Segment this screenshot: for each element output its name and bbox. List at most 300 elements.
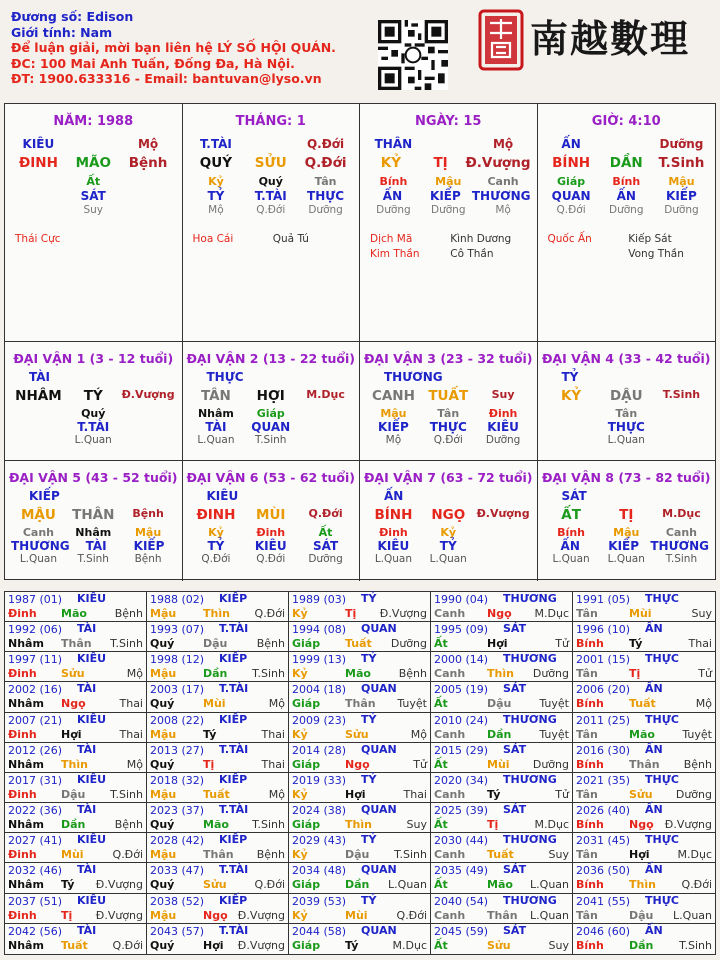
year-cell bbox=[147, 682, 289, 712]
star-row bbox=[5, 232, 182, 247]
luck-hidden-stem: Tân bbox=[437, 407, 460, 420]
year-branch: Dần bbox=[203, 667, 228, 681]
year-god: ẤN bbox=[645, 863, 663, 877]
luck-phase: T.Sinh bbox=[662, 388, 701, 401]
year-branch: Tuất bbox=[61, 938, 88, 952]
luck-period-title: ĐẠI VẬN 8 (73 - 82 tuổi) bbox=[541, 470, 711, 485]
luck-sub-phase: Mộ bbox=[385, 434, 402, 446]
year-branch: Sửu bbox=[61, 667, 85, 681]
year-label: 2020 (34) bbox=[434, 773, 489, 787]
luck-sub-phase: L.Quan bbox=[19, 553, 58, 565]
year-stem: Mậu bbox=[150, 848, 177, 862]
pillar-value: Mộ bbox=[137, 137, 159, 151]
star-name: Hoa Cái bbox=[192, 233, 234, 245]
luck-stem: ĐINH bbox=[196, 507, 236, 523]
luck-stem: KỶ bbox=[560, 388, 582, 404]
luck-god: THƯƠNG bbox=[650, 539, 710, 553]
luck-period-cell bbox=[538, 461, 716, 581]
star-row bbox=[538, 247, 716, 262]
year-god: THỰC bbox=[645, 893, 679, 907]
pillar-value: MÃO bbox=[75, 155, 111, 171]
year-label: 2017 (31) bbox=[8, 773, 63, 787]
year-god: KIÊU bbox=[77, 712, 107, 726]
pillar-row bbox=[538, 155, 716, 171]
year-cell bbox=[289, 863, 431, 893]
pillar-value: THỰC bbox=[307, 189, 345, 203]
pillar-cell bbox=[360, 104, 538, 342]
year-label: 2030 (44) bbox=[434, 834, 489, 848]
year-branch: Tuất bbox=[345, 637, 372, 651]
year-phase: Dưỡng bbox=[675, 787, 712, 801]
year-phase: Tử bbox=[555, 637, 569, 651]
year-god: THƯƠNG bbox=[503, 592, 557, 605]
pillar-value: Mậu bbox=[435, 175, 462, 188]
year-god: SÁT bbox=[503, 742, 527, 756]
year-branch: Mão bbox=[203, 818, 229, 832]
year-cell bbox=[289, 652, 431, 682]
luck-row bbox=[5, 407, 182, 420]
pillar-value: Quý bbox=[258, 175, 283, 188]
year-branch: Dần bbox=[61, 818, 86, 832]
year-label: 2043 (57) bbox=[150, 924, 205, 938]
year-stem: Quý bbox=[150, 818, 175, 832]
year-label: 2027 (41) bbox=[8, 834, 63, 848]
year-phase: Đ.Vượng bbox=[237, 908, 285, 922]
year-phase: Tử bbox=[555, 787, 569, 801]
year-stem: Bính bbox=[576, 818, 604, 832]
star-name: Kim Thần bbox=[370, 248, 420, 260]
year-phase: Thai bbox=[261, 727, 285, 741]
luck-row bbox=[538, 370, 716, 384]
pillar-value: SỬU bbox=[254, 155, 287, 171]
year-branch: Tị bbox=[487, 818, 499, 832]
pillar-value: Dưỡng bbox=[609, 204, 644, 216]
luck-row bbox=[183, 553, 360, 565]
pillar-row bbox=[360, 137, 537, 151]
pillar-value: Q.Đới bbox=[306, 137, 345, 151]
luck-hidden-stem bbox=[544, 407, 599, 420]
year-label: 2024 (38) bbox=[292, 804, 347, 818]
pillar-value: THƯƠNG bbox=[471, 189, 531, 203]
year-cell bbox=[5, 592, 147, 622]
luck-row bbox=[360, 507, 537, 523]
year-phase: Tử bbox=[698, 667, 712, 681]
year-branch: Thân bbox=[203, 848, 234, 862]
year-cell bbox=[5, 803, 147, 833]
year-phase: Q.Đới bbox=[681, 878, 712, 892]
year-god: T.TÀI bbox=[219, 923, 249, 937]
luck-god bbox=[476, 539, 531, 553]
year-god: T.TÀI bbox=[219, 863, 249, 877]
year-stem: Canh bbox=[434, 607, 466, 620]
year-cell bbox=[573, 622, 715, 652]
year-cell bbox=[5, 713, 147, 743]
luck-row bbox=[360, 526, 537, 539]
year-label: 2044 (58) bbox=[292, 924, 347, 938]
luck-god: KIÊU bbox=[487, 420, 519, 434]
year-cell bbox=[573, 863, 715, 893]
year-phase: Bệnh bbox=[114, 607, 143, 620]
year-phase: Mộ bbox=[695, 697, 712, 711]
luck-phase: Q.Đới bbox=[308, 507, 343, 520]
year-god: QUAN bbox=[361, 742, 397, 756]
year-phase: Tuyệt bbox=[539, 727, 569, 741]
year-stem: Quý bbox=[150, 938, 175, 952]
luck-sub-phase bbox=[476, 553, 531, 565]
year-phase: M.Dục bbox=[534, 818, 569, 832]
year-stem: Đinh bbox=[8, 908, 37, 922]
pillar-row bbox=[360, 189, 537, 203]
pillar-row bbox=[360, 204, 537, 216]
luck-top-god: TỶ bbox=[561, 370, 579, 384]
year-label: 1996 (10) bbox=[576, 623, 631, 637]
year-cell bbox=[147, 743, 289, 773]
year-branch: Mão bbox=[61, 607, 87, 620]
year-label: 2015 (29) bbox=[434, 743, 489, 757]
pillar-value: BÍNH bbox=[552, 155, 591, 171]
luck-god: ẤN bbox=[560, 539, 580, 553]
year-phase: Đ.Vượng bbox=[237, 938, 285, 952]
pillar-value: TỶ bbox=[207, 189, 225, 203]
luck-row bbox=[360, 489, 537, 503]
luck-row bbox=[538, 553, 716, 565]
star-row bbox=[183, 232, 360, 247]
pillar-row bbox=[5, 155, 182, 171]
luck-period-title: ĐẠI VẬN 2 (13 - 22 tuổi) bbox=[186, 351, 356, 366]
luck-phase: Suy bbox=[491, 388, 515, 401]
luck-row bbox=[5, 539, 182, 553]
luck-row bbox=[360, 539, 537, 553]
luck-top-god: ẤN bbox=[384, 489, 404, 503]
year-phase: T.Sinh bbox=[252, 818, 285, 832]
year-phase: Mộ bbox=[126, 757, 143, 771]
year-label: 2013 (27) bbox=[150, 743, 205, 757]
luck-god: KIẾP bbox=[133, 539, 165, 553]
luck-top-god: TÀI bbox=[29, 370, 51, 384]
year-god: KIẾP bbox=[219, 833, 248, 847]
year-cell bbox=[5, 622, 147, 652]
year-phase: L.Quan bbox=[388, 878, 427, 892]
year-stem: Canh bbox=[434, 787, 466, 801]
year-cell bbox=[147, 863, 289, 893]
year-stem: Giáp bbox=[292, 757, 321, 771]
year-branch: Mùi bbox=[629, 607, 652, 620]
year-branch: Mùi bbox=[61, 848, 84, 862]
year-label: 1991 (05) bbox=[576, 593, 631, 606]
year-label: 2000 (14) bbox=[434, 653, 489, 667]
contact-line: Để luận giải, mời bạn liên hệ LÝ SỐ HỘI QUÁN. bbox=[11, 40, 336, 55]
pillar-value bbox=[121, 189, 176, 203]
year-label: 1992 (06) bbox=[8, 623, 63, 637]
luck-period-title: ĐẠI VẬN 4 (33 - 42 tuổi) bbox=[541, 351, 711, 366]
luck-sub-phase: Dưỡng bbox=[308, 553, 343, 565]
pillar-value: ĐINH bbox=[18, 155, 58, 171]
luck-hidden-stem: Kỷ bbox=[208, 526, 224, 539]
pillar-value: Dưỡng bbox=[664, 204, 699, 216]
year-stem: Quý bbox=[150, 697, 175, 711]
year-label: 2042 (56) bbox=[8, 924, 63, 938]
pillar-value: Ất bbox=[86, 175, 101, 188]
phone-email-line: ĐT: 1900.633316 - Email: bantuvan@lyso.vn bbox=[11, 71, 322, 86]
luck-row bbox=[538, 388, 716, 404]
luck-phase: Đ.Vượng bbox=[476, 507, 530, 520]
year-branch: Tý bbox=[629, 637, 643, 651]
year-cell bbox=[289, 743, 431, 773]
star-name: Cô Thần bbox=[450, 248, 494, 260]
luck-row bbox=[5, 420, 182, 434]
pillar-value: DẦN bbox=[609, 155, 643, 171]
luck-sub-phase bbox=[654, 434, 709, 446]
year-god: KIÊU bbox=[77, 652, 107, 666]
year-stem: Canh bbox=[434, 908, 466, 922]
luck-row bbox=[183, 526, 360, 539]
year-cell bbox=[431, 682, 573, 712]
year-stem: Canh bbox=[434, 667, 466, 681]
luck-phase: M.Dục bbox=[662, 507, 701, 520]
year-branch: Dậu bbox=[487, 697, 512, 711]
luck-hidden-stem bbox=[476, 526, 531, 539]
luck-row bbox=[183, 507, 360, 523]
pillar-value: Tân bbox=[314, 175, 337, 188]
luck-top-god: THỰC bbox=[206, 370, 244, 384]
year-phase: Thai bbox=[119, 697, 143, 711]
pillar-value bbox=[66, 137, 121, 151]
year-god: T.TÀI bbox=[219, 622, 249, 636]
year-cell bbox=[431, 652, 573, 682]
year-label: 2038 (52) bbox=[150, 894, 205, 908]
year-stem: Giáp bbox=[292, 637, 321, 651]
year-stem: Ất bbox=[434, 757, 448, 771]
year-god: KIÊU bbox=[77, 833, 107, 847]
pillar-value: KIẾP bbox=[666, 189, 697, 203]
year-phase: Mộ bbox=[268, 697, 285, 711]
year-cell bbox=[147, 833, 289, 863]
qr-code-icon bbox=[378, 20, 448, 90]
year-label: 2037 (51) bbox=[8, 894, 63, 908]
pillar-value: Mộ bbox=[495, 204, 511, 216]
year-label: 2004 (18) bbox=[292, 683, 347, 697]
luck-row bbox=[5, 434, 182, 446]
year-branch: Ngọ bbox=[345, 757, 370, 771]
luck-hidden-stem bbox=[654, 407, 709, 420]
year-god: ẤN bbox=[645, 682, 663, 696]
year-stem: Nhâm bbox=[8, 757, 44, 771]
luck-row bbox=[5, 388, 182, 404]
year-phase: Dưỡng bbox=[532, 757, 569, 771]
pillar-value: SÁT bbox=[80, 189, 106, 203]
year-phase: Thai bbox=[403, 787, 427, 801]
year-label: 2046 (60) bbox=[576, 924, 631, 938]
year-branch: Thìn bbox=[61, 757, 88, 771]
luck-branch: TÝ bbox=[83, 388, 103, 404]
luck-hidden-stem: Giáp bbox=[256, 407, 285, 420]
luck-row bbox=[5, 526, 182, 539]
year-stem: Canh bbox=[434, 848, 466, 862]
luck-branch: HỢI bbox=[256, 388, 285, 404]
pillar-value bbox=[599, 137, 654, 151]
year-god: THỰC bbox=[645, 712, 679, 726]
year-label: 2010 (24) bbox=[434, 713, 489, 727]
pillar-cell bbox=[5, 104, 183, 342]
pillar-value: Canh bbox=[487, 175, 519, 188]
year-stem: Đinh bbox=[8, 727, 37, 741]
year-label: 1995 (09) bbox=[434, 623, 489, 637]
luck-row bbox=[538, 526, 716, 539]
year-stem: Bính bbox=[576, 637, 604, 651]
star-row bbox=[360, 247, 537, 262]
pillar-stars bbox=[183, 232, 360, 247]
luck-phase: M.Dục bbox=[306, 388, 345, 401]
year-label: 2018 (32) bbox=[150, 773, 205, 787]
year-branch: Thân bbox=[61, 637, 92, 651]
year-stem: Đinh bbox=[8, 787, 37, 801]
year-phase: Thai bbox=[688, 637, 712, 651]
year-phase: Q.Đới bbox=[112, 848, 143, 862]
pillar-row bbox=[360, 175, 537, 188]
year-label: 2003 (17) bbox=[150, 683, 205, 697]
year-phase: Q.Đới bbox=[396, 908, 427, 922]
year-stem: Tân bbox=[576, 848, 598, 862]
year-label: 2012 (26) bbox=[8, 743, 63, 757]
luck-god: KIẾP bbox=[608, 539, 640, 553]
year-phase: Suy bbox=[691, 607, 712, 620]
luck-sub-phase: Dưỡng bbox=[485, 434, 521, 446]
year-god: THƯƠNG bbox=[503, 833, 557, 847]
year-phase: T.Sinh bbox=[110, 637, 143, 651]
year-branch: Mão bbox=[345, 667, 371, 681]
year-god: KIÊU bbox=[77, 772, 107, 786]
year-branch: Thìn bbox=[203, 607, 230, 620]
luck-stem: NHÂM bbox=[15, 388, 62, 404]
year-phase: T.Sinh bbox=[679, 938, 712, 952]
year-stem: Kỷ bbox=[292, 727, 308, 741]
year-god: SÁT bbox=[503, 923, 527, 937]
luck-row bbox=[538, 507, 716, 523]
year-cell bbox=[573, 682, 715, 712]
year-phase: T.Sinh bbox=[252, 667, 285, 681]
year-cell bbox=[573, 803, 715, 833]
luck-row bbox=[360, 407, 537, 420]
year-god: THƯƠNG bbox=[503, 652, 557, 666]
luck-top-god: KIÊU bbox=[206, 489, 239, 503]
luck-hidden-stem: Nhâm bbox=[197, 407, 234, 420]
year-cell bbox=[431, 713, 573, 743]
luck-row bbox=[5, 553, 182, 565]
year-branch: Dần bbox=[487, 727, 512, 741]
pillar-value: Dưỡng bbox=[431, 204, 466, 216]
annual-luck-table bbox=[4, 591, 716, 955]
year-phase: Tuyệt bbox=[397, 697, 427, 711]
pillar-value: Dưỡng bbox=[308, 204, 343, 216]
luck-branch: MÙI bbox=[256, 507, 286, 523]
year-stem: Mậu bbox=[150, 667, 177, 681]
year-cell bbox=[573, 592, 715, 622]
pillar-value: ẤN bbox=[616, 189, 636, 203]
pillar-value: Bính bbox=[379, 175, 408, 188]
year-branch: Hợi bbox=[203, 938, 224, 952]
year-stem: Nhâm bbox=[8, 697, 44, 711]
star-name: Quả Tú bbox=[272, 233, 309, 245]
luck-row bbox=[360, 370, 537, 384]
year-cell bbox=[431, 803, 573, 833]
seal-icon bbox=[478, 9, 524, 71]
year-label: 2005 (19) bbox=[434, 683, 489, 697]
luck-hidden-stem: Mậu bbox=[380, 407, 407, 420]
pillar-value: Giáp bbox=[557, 175, 586, 188]
luck-god: QUAN bbox=[251, 420, 291, 434]
year-stem: Nhâm bbox=[8, 637, 44, 651]
year-phase: M.Dục bbox=[677, 848, 712, 862]
luck-row bbox=[183, 420, 360, 434]
year-god: SÁT bbox=[503, 863, 527, 877]
luck-god: THỰC bbox=[429, 420, 467, 434]
year-phase: Mộ bbox=[126, 667, 143, 681]
luck-branch: TUẤT bbox=[428, 388, 469, 404]
luck-sub-phase bbox=[11, 434, 66, 446]
year-label: 2007 (21) bbox=[8, 713, 63, 727]
luck-sub-phase bbox=[121, 434, 176, 446]
year-cell bbox=[573, 713, 715, 743]
luck-sub-phase: T.Sinh bbox=[665, 553, 698, 565]
luck-god: KIẾP bbox=[378, 420, 409, 434]
year-cell bbox=[289, 622, 431, 652]
year-god: TỶ bbox=[361, 833, 377, 847]
year-cell bbox=[289, 803, 431, 833]
luck-sub-phase: T.Sinh bbox=[255, 434, 287, 446]
pillar-row bbox=[5, 189, 182, 203]
year-god: THƯƠNG bbox=[503, 712, 557, 726]
pillar-value: Bệnh bbox=[128, 155, 168, 171]
year-branch: Hợi bbox=[487, 637, 508, 651]
luck-stem: CANH bbox=[371, 388, 415, 404]
pillar-value: T.TÀI bbox=[254, 189, 287, 203]
year-god: ẤN bbox=[645, 622, 663, 636]
luck-god bbox=[11, 420, 66, 434]
luck-row bbox=[538, 434, 716, 446]
pillar-title: GIỜ: 4:10 bbox=[591, 114, 661, 129]
year-stem: Giáp bbox=[292, 878, 321, 892]
year-branch: Ngọ bbox=[61, 697, 86, 711]
year-label: 2029 (43) bbox=[292, 834, 347, 848]
luck-branch: NGỌ bbox=[431, 507, 466, 523]
year-stem: Mậu bbox=[150, 607, 177, 620]
year-phase: L.Quan bbox=[530, 908, 569, 922]
pillar-value: Q.Đới bbox=[556, 204, 586, 216]
year-cell bbox=[5, 863, 147, 893]
year-god: TỶ bbox=[361, 592, 377, 605]
pillar-value bbox=[11, 175, 66, 188]
year-phase: Bệnh bbox=[256, 637, 285, 651]
pillar-row bbox=[538, 189, 716, 203]
luck-god: TÀI bbox=[85, 539, 107, 553]
luck-period-title: ĐẠI VẬN 5 (43 - 52 tuổi) bbox=[8, 470, 178, 485]
year-label: 2041 (55) bbox=[576, 894, 631, 908]
star-name: Kiếp Sát bbox=[628, 233, 672, 245]
year-label: 2014 (28) bbox=[292, 743, 347, 757]
year-stem: Tân bbox=[576, 908, 598, 922]
luck-row bbox=[183, 407, 360, 420]
year-label: 1987 (01) bbox=[8, 593, 63, 606]
year-stem: Quý bbox=[150, 757, 175, 771]
year-god: KIÊU bbox=[77, 893, 107, 907]
star-name bbox=[548, 247, 629, 262]
red-seal-stamp bbox=[478, 9, 524, 71]
pillar-cell bbox=[183, 104, 361, 342]
year-cell bbox=[5, 773, 147, 803]
year-branch: Thân bbox=[487, 908, 518, 922]
pillar-cell bbox=[538, 104, 716, 342]
luck-sub-phase: Q.Đới bbox=[433, 434, 463, 446]
